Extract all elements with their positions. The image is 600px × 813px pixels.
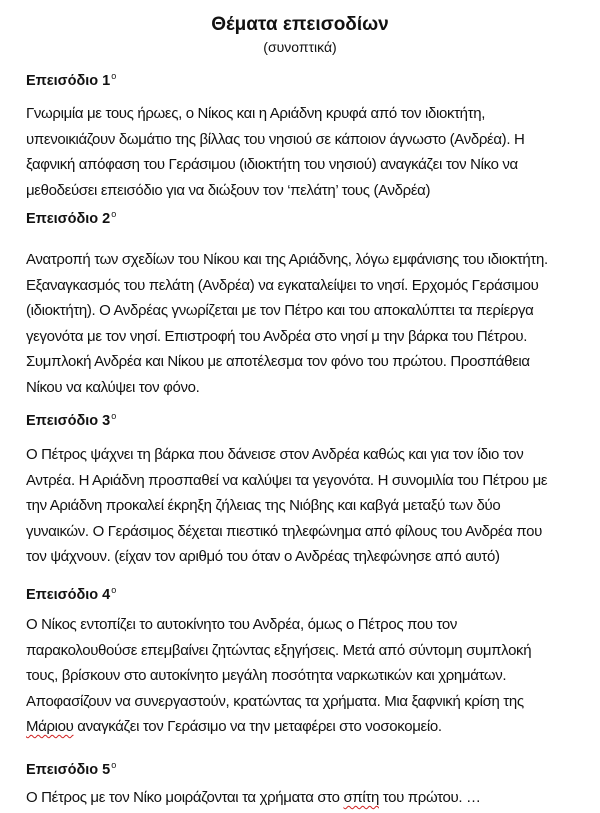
episode-body xyxy=(26,612,586,740)
body-line: Αντρέα. Η Αριάδνη προσπαθεί να καλύψει τα γεγονότα. Η συνομιλία του Πέτρου με xyxy=(26,471,548,489)
episode-3-section xyxy=(26,406,586,570)
body-line: (ιδιοκτήτη). Ο Ανδρέας γνωρίζεται με τον Πέτρο και του αποκαλύπτει τα περίεργα xyxy=(26,302,534,319)
episode-4-section xyxy=(26,580,586,740)
body-line: την Αριάδνη προκαλεί έκρηξη ζήλειας της Νιόβης και καβγά μεταξύ των δύο xyxy=(26,497,501,514)
episode-heading-text: Επεισόδιο 3 xyxy=(26,413,111,429)
document-title: Θέματα επεισοδίων xyxy=(211,14,389,35)
body-line: υπενοικιάζουν δωμάτιο της βίλλας του νησιού σε κάποιον άγνωστο (Ανδρέα). Η xyxy=(26,130,525,148)
body-line: παρακολουθούσε επεμβαίνει ζητώντας εξηγήσεις. Μετά από σύντομη συμπλοκή xyxy=(26,641,532,659)
body-line-text: Ο Πέτρος με τον Νίκο μοιράζονται τα χρήματα στο xyxy=(26,789,344,806)
body-line: Νίκου να καλύψει τον φόνο. xyxy=(26,378,200,396)
episode-1-section xyxy=(26,66,586,203)
episode-heading xyxy=(26,406,586,429)
body-line xyxy=(26,714,586,740)
episode-heading xyxy=(26,755,586,778)
episode-5-section xyxy=(26,755,586,811)
body-line: Συμπλοκή Ανδρέα και Νίκου με αποτέλεσμα τον φόνο του πρώτου. Προσπάθεια xyxy=(26,353,530,370)
ordinal-sup: ο xyxy=(111,760,117,770)
body-line: γυναικών. Ο Γεράσιμος δέχεται πιεστικό τηλεφώνημα από φίλους του Ανδρέα που xyxy=(26,522,542,540)
episode-2-section xyxy=(26,204,586,400)
body-line: γεγονότα με τον νησί. Επιστροφή του Ανδρέα στο νησί μ την βάρκα του Πέτρου. xyxy=(26,327,528,345)
episode-body xyxy=(26,785,586,811)
document-subtitle: (συνοπτικά) xyxy=(263,39,337,55)
body-line-text: του πρώτου. … xyxy=(378,789,481,806)
episode-heading-text: Επεισόδιο 5 xyxy=(26,762,111,778)
episode-body xyxy=(26,247,586,400)
episode-heading-text: Επεισόδιο 1 xyxy=(26,73,111,89)
body-line: μεθοδεύσει επεισόδιο για να διώξουν τον ‘πελάτη’ τους (Ανδρέα) xyxy=(26,181,431,199)
body-line-text: αναγκάζει τον Γεράσιμο να την μεταφέρει στο νοσοκομείο. xyxy=(73,718,442,735)
episode-heading-text: Επεισόδιο 2 xyxy=(26,211,111,227)
body-line: τους, βρίσκουν στο αυτοκίνητο μεγάλη ποσότητα ναρκωτικών και χρημάτων. xyxy=(26,667,507,684)
episode-heading xyxy=(26,66,586,89)
ordinal-sup: ο xyxy=(111,585,117,595)
episode-heading xyxy=(26,580,586,603)
ordinal-sup: ο xyxy=(111,411,117,421)
episode-heading xyxy=(26,204,586,227)
body-line: Ο Νίκος εντοπίζει το αυτοκίνητο του Ανδρέα, όμως ο Πέτρος που τον xyxy=(26,616,458,633)
body-line: Γνωριμία με τους ήρωες, ο Νίκος και η Αριάδνη κρυφά από τον ιδιοκτήτη, xyxy=(26,105,486,122)
body-line: ξαφνική απόφαση του Γεράσιμου (ιδιοκτήτη του νησιού) αναγκάζει τον Νίκο να xyxy=(26,156,518,173)
episode-heading-text: Επεισόδιο 4 xyxy=(26,587,111,603)
body-line: τον ψάχνουν. (είχαν τον αριθμό του όταν ο Ανδρέας τηλεφώνησε από αυτό) xyxy=(26,548,500,565)
episode-body xyxy=(26,442,586,570)
ordinal-sup: ο xyxy=(111,71,117,81)
body-line: Εξαναγκασμός του πελάτη (Ανδρέα) να εγκαταλείψει το νησί. Ερχομός Γεράσιμου xyxy=(26,276,539,294)
ordinal-sup: ο xyxy=(111,209,117,219)
spellcheck-marked-word[interactable]: Μάριου xyxy=(26,718,74,735)
spellcheck-marked-word[interactable]: σπίτη xyxy=(343,789,379,806)
body-line: Ο Πέτρος ψάχνει τη βάρκα που δάνεισε στον Ανδρέα καθώς και για τον ίδιο τον xyxy=(26,446,524,463)
body-line: Ανατροπή των σχεδίων του Νίκου και της Αριάδνης, λόγω εμφάνισης του ιδιοκτήτη. xyxy=(26,251,548,268)
episode-body xyxy=(26,101,586,203)
body-line xyxy=(26,785,586,811)
body-line: Αποφασίζουν να συνεργαστούν, κρατώντας τα χρήματα. Μια ξαφνική κρίση της xyxy=(26,692,524,710)
